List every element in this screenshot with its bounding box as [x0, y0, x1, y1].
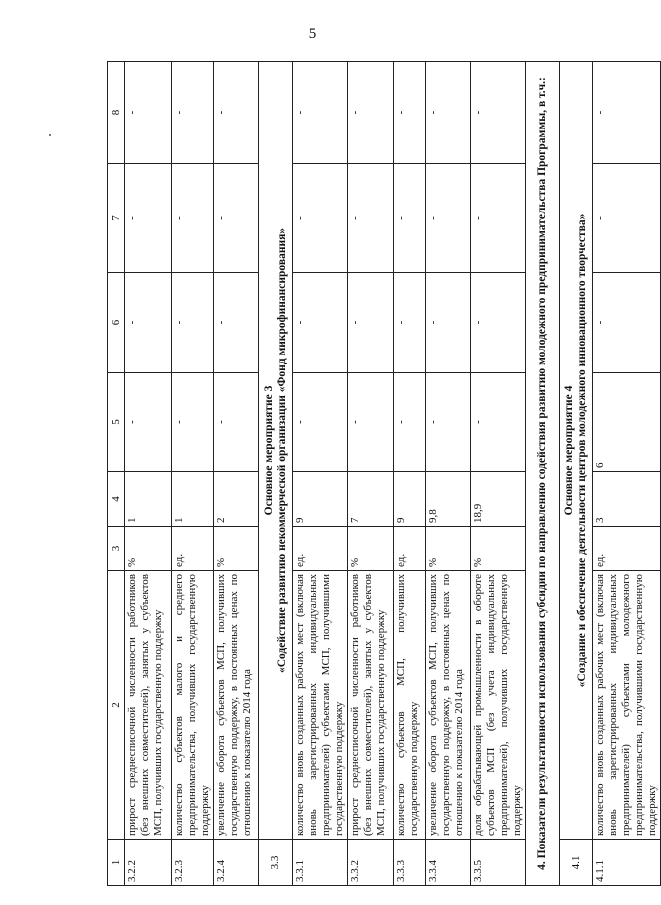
section-subtitle: «Содействие развитию некоммерческой организации «Фонд микрофинансирования»: [275, 227, 288, 674]
value-cell-col8: -: [348, 62, 394, 164]
section-title: Основное мероприятие 3: [262, 385, 275, 516]
unit-cell: ед.: [593, 527, 661, 571]
value-cell-col6: -: [593, 273, 661, 373]
unit-cell: %: [125, 527, 172, 571]
rotated-table-frame: [107, 62, 658, 886]
row-number: 3.2.4: [214, 840, 259, 886]
section-row-4: [526, 62, 560, 886]
table-row-3-2-2: [125, 62, 172, 886]
unit-cell: %: [426, 527, 471, 571]
value-cell-col8: -: [125, 62, 172, 164]
row-number: 3.3.4: [426, 840, 471, 886]
indicator-description: прирост среднесписочной численности работников (без внешних совместителей), занятых у субъектов МСП, получивших государственную поддержку: [125, 571, 172, 840]
value-cell-col6: -: [214, 273, 259, 373]
section-row-4-1: [560, 62, 593, 886]
indicators-table: [107, 61, 661, 886]
value-cell-col7: -: [293, 164, 348, 273]
value-cell-col7: -: [593, 164, 661, 273]
section-number: 3.3: [259, 840, 293, 886]
row-number: 3.3.2: [348, 840, 394, 886]
value-cell-col4: 3: [593, 472, 661, 527]
table-row-3-3-2: [348, 62, 394, 886]
value-cell-col6: -: [426, 273, 471, 373]
table-row-3-3-3: [394, 62, 426, 886]
row-number: 3.2.2: [125, 840, 172, 886]
value-cell-col8: -: [426, 62, 471, 164]
value-cell-col4: 9: [394, 472, 426, 527]
table-row-3-2-3: [172, 62, 214, 886]
row-number: 3.2.3: [172, 840, 214, 886]
value-cell-col5: -: [214, 373, 259, 472]
section-heading: 4. Показатели результативности использования субсидии по направлению содействия развитию молодежного предпринимательства Программы, в т.ч.:: [526, 62, 560, 886]
value-cell-col6: -: [471, 273, 526, 373]
header-cell-3: 3: [108, 527, 125, 571]
value-cell-col5: -: [293, 373, 348, 472]
section-row-3-3: [259, 62, 293, 886]
scan-speck: [49, 134, 51, 136]
section-number: 4.1: [560, 840, 593, 886]
value-cell-col7: -: [125, 164, 172, 273]
header-cell-4: 4: [108, 472, 125, 527]
value-cell-col5: -: [394, 373, 426, 472]
value-cell-col4: 9: [293, 472, 348, 527]
value-cell-col7: -: [394, 164, 426, 273]
header-cell-6: 6: [108, 273, 125, 373]
value-cell-col4: 1: [172, 472, 214, 527]
value-cell-col4: 9,8: [426, 472, 471, 527]
unit-cell: %: [214, 527, 259, 571]
value-cell-col5: -: [426, 373, 471, 472]
table-row-3-3-5: [471, 62, 526, 886]
value-cell-col8: -: [394, 62, 426, 164]
value-cell-col6: -: [394, 273, 426, 373]
section-title: Основное мероприятие 4: [563, 385, 575, 516]
value-cell-col4: 2: [214, 472, 259, 527]
value-cell-col5: -: [125, 373, 172, 472]
header-cell-7: 7: [108, 164, 125, 273]
unit-cell: ед.: [293, 527, 348, 571]
table-row-4-1-1: [593, 62, 661, 886]
header-cell-8: 8: [108, 62, 125, 164]
value-cell-col8: -: [214, 62, 259, 164]
value-cell-col8: -: [593, 62, 661, 164]
value-cell-col7: -: [426, 164, 471, 273]
indicator-description: увеличение оборота субъектов МСП, получивших государственную поддержку, в постоянных ценах по отношению к показателю 2014 года: [426, 571, 471, 840]
value-cell-col5: -: [471, 373, 526, 472]
section-heading: [560, 62, 593, 840]
indicator-description: количество вновь созданных рабочих мест (включая вновь зарегистрированных индивидуальных предпринимателей) субъектами молодежного предпринимательства, получившими государственную поддержку: [593, 571, 661, 840]
value-cell-col6: -: [172, 273, 214, 373]
value-cell-col8: -: [293, 62, 348, 164]
table-row-3-2-4: [214, 62, 259, 886]
section-subtitle: «Создание и обеспечение деятельности центров молодежного инновационного творчества»: [576, 213, 588, 688]
value-cell-col8: -: [471, 62, 526, 164]
header-cell-2: 2: [108, 571, 125, 840]
indicator-description: прирост среднесписочной численности работников (без внешних совместителей), занятых у субъектов МСП, получивших государственную поддержку: [348, 571, 394, 840]
header-row: [108, 62, 125, 886]
value-cell-col7: -: [172, 164, 214, 273]
table-row-3-3-1: [293, 62, 348, 886]
value-cell-col7: -: [214, 164, 259, 273]
row-number: 4.1.1: [593, 840, 661, 886]
unit-cell: %: [471, 527, 526, 571]
indicator-description: количество субъектов малого и среднего предпринимательства, получивших государственную поддержку: [172, 571, 214, 840]
value-cell-col6: -: [125, 273, 172, 373]
value-cell-col8: -: [172, 62, 214, 164]
header-cell-1: 1: [108, 840, 125, 886]
page-number: 5: [308, 26, 317, 42]
value-cell-col6: -: [348, 273, 394, 373]
value-cell-col4: 18,9: [471, 472, 526, 527]
section-heading: [259, 62, 293, 840]
indicator-description: доля обрабатывающей промышленности в обороте субъектов МСП (без учета индивидуальных предпринимателей), получивших государственную поддержку: [471, 571, 526, 840]
value-cell-col5: -: [348, 373, 394, 472]
value-cell-col5: 6: [593, 373, 661, 472]
value-cell-col5: -: [172, 373, 214, 472]
header-cell-5: 5: [108, 373, 125, 472]
indicator-description: увеличение оборота субъектов МСП, получивших государственную поддержку, в постоянных ценах по отношению к показателю 2014 года: [214, 571, 259, 840]
indicator-description: количество субъектов МСП, получивших государственную поддержку: [394, 571, 426, 840]
unit-cell: ед.: [172, 527, 214, 571]
value-cell-col4: 7: [348, 472, 394, 527]
indicator-description: количество вновь созданных рабочих мест (включая вновь зарегистрированных индивидуальных предпринимателей) субъектами МСП, получившими государственную поддержку: [293, 571, 348, 840]
row-number: 3.3.1: [293, 840, 348, 886]
table-row-3-3-4: [426, 62, 471, 886]
unit-cell: ед.: [394, 527, 426, 571]
row-number: 3.3.5: [471, 840, 526, 886]
value-cell-col7: -: [348, 164, 394, 273]
value-cell-col7: -: [471, 164, 526, 273]
row-number: 3.3.3: [394, 840, 426, 886]
value-cell-col4: 1: [125, 472, 172, 527]
value-cell-col6: -: [293, 273, 348, 373]
unit-cell: %: [348, 527, 394, 571]
